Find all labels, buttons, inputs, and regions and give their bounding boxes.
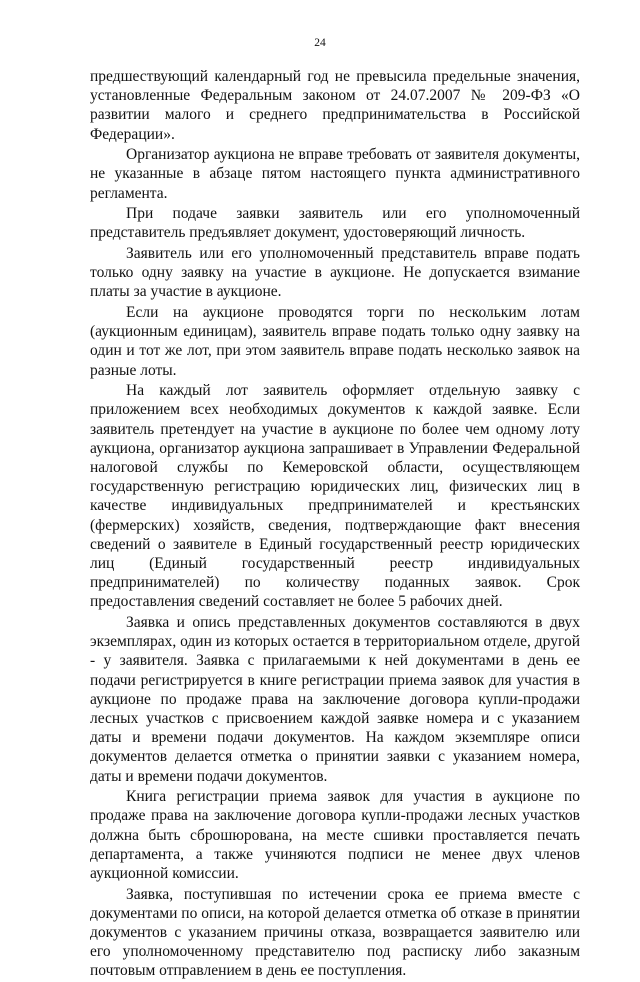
- paragraph: предшествующий календарный год не превысила предельные значения, установленные Федеральным законом от 24.07.2007 № 209-ФЗ «О развитии малого и среднего предпринимательства в Российской Федерации».: [90, 68, 580, 143]
- paragraph: Организатор аукциона не вправе требовать от заявителя документы, не указанные в абзаце пятом настоящего пункта административного регламента.: [90, 146, 580, 202]
- paragraph: Заявитель или его уполномоченный представитель вправе подать только одну заявку на участие в аукционе. Не допускается взимание платы за участие в аукционе.: [90, 245, 580, 301]
- paragraph: Если на аукционе проводятся торги по нескольким лотам (аукционным единицам), заявитель вправе подать только одну заявку на один и тот же лот, при этом заявитель вправе подать несколько заявок на разные лоты.: [90, 304, 580, 379]
- paragraph: При подаче заявки заявитель или его уполномоченный представитель предъявляет документ, удостоверяющий личность.: [90, 205, 580, 242]
- page-number: 24: [314, 37, 326, 49]
- document-body: [90, 67, 580, 982]
- paragraph: Книга регистрации приема заявок для участия в аукционе по продаже права на заключение договора купли-продажи лесных участков должна быть сброшюрована, на месте сшивки проставляется печать департамента, а также учиняются подписи не менее двух членов аукционной комиссии.: [90, 788, 580, 883]
- paragraph: На каждый лот заявитель оформляет отдельную заявку с приложением всех необходимых документов к каждой заявке. Если заявитель претендует на участие в аукционе по более чем одному лоту аукциона, организатор аукциона запрашивает в Управлении Федеральной налоговой службы по Кемеровской области, осуществляющем государственную регистрацию юридических лиц, физических лиц в качестве индивидуальных предпринимателей и крестьянских (фермерских) хозяйств, сведения, подтверждающие факт внесения сведений о заявителе в Единый государственный реестр юридических лиц (Единый государственный реестр индивидуальных предпринимателей) по количеству поданных заявок. Срок предоставления сведений составляет не более 5 рабочих дней.: [90, 382, 580, 611]
- paragraph: Заявка, поступившая по истечении срока ее приема вместе с документами по описи, на которой делается отметка об отказе в принятии документов с указанием причины отказа, возвращается заявителю или его уполномоченному представителю под расписку либо заказным почтовым отправлением в день ее поступления.: [90, 885, 580, 980]
- paragraph: Заявка и опись представленных документов составляются в двух экземплярах, один из которых остается в территориальном отделе, другой - у заявителя. Заявка с прилагаемыми к ней документами в день ее подачи регистрируется в книге регистрации приема заявок для участия в аукционе по продаже права на заключение договора купли-продажи лесных участков с присвоением каждой заявке номера и с указанием даты и времени подачи документов. На каждом экземпляре описи документов делается отметка о принятии заявки с указанием номера, даты и времени подачи документов.: [90, 614, 580, 785]
